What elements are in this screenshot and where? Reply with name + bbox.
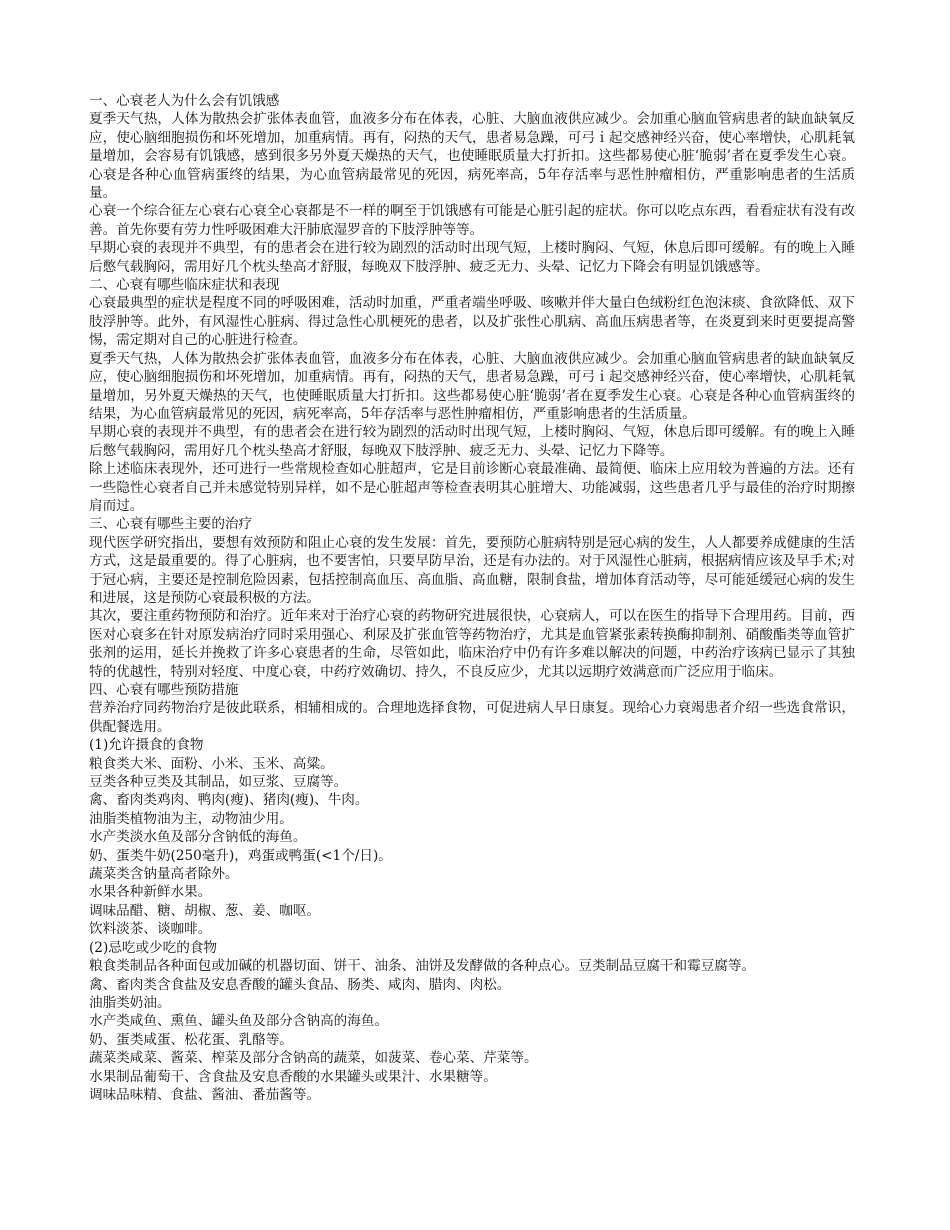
heading-prevention: 四、心衰有哪些预防措施	[89, 682, 239, 698]
paragraph: 营养治疗同药物治疗是彼此联系，相辅相成的。合理地选择食物，可促进病人早日康复。现给心力衰竭患者介绍一些选食常识，供配餐选用。	[89, 700, 855, 735]
list-item: 水产类咸鱼、熏鱼、罐头鱼及部分含钠高的海鱼。	[89, 1013, 389, 1030]
list-item: 蔬菜类含钠量高者除外。	[89, 866, 239, 883]
subheading-avoid-foods: (2)忌吃或少吃的食物	[89, 939, 218, 956]
list-item: 饮料淡茶、谈咖啡。	[89, 921, 212, 938]
paragraph: 早期心衰的表现并不典型，有的患者会在进行较为剧烈的活动时出现气短，上楼时胸闷、气短，休息后即可缓解。有的晚上入睡后憋气载胸闷，需用好几个枕头垫高才舒服，每晚双下肢浮肿、疲乏无力、头晕、记忆力下降会有明显饥饿感等。	[89, 240, 855, 275]
heading-symptoms: 二、心衰有哪些临床症状和表现	[89, 277, 280, 294]
list-item: 豆类各种豆类及其制品，如豆浆、豆腐等。	[89, 774, 348, 791]
list-item: 奶、蛋类咸蛋、松花蛋、乳酪等。	[89, 1031, 293, 1048]
paragraph: 心衰一个综合征左心衰右心衰全心衰都是不一样的啊至于饥饿感有可能是心脏引起的症状。你可以吃点东西，看看症状有没有改善。首先你要有劳力性呼吸困难大汗肺底湿罗音的下肢浮肿等等。	[89, 203, 855, 238]
heading-treatment: 三、心衰有哪些主要的治疗	[89, 516, 253, 533]
list-item: 禽、畜肉类鸡肉、鸭肉(瘦)、猪肉(瘦)、牛肉。	[89, 792, 369, 809]
subheading-allowed-foods: (1)允许摄食的食物	[89, 737, 204, 754]
paragraph: 现代医学研究指出，要想有效预防和阻止心衰的发生发展：首先，要预防心脏病特别是冠心病的发生，人人都要养成健康的生活方式，这是最重要的。得了心脏病，也不要害怕，只要早防早治，还是有办法的。对于风湿性心脏病，根据病情应该及早手术;对于冠心病，主要还是控制危险因素，包括控制高血压、高血脂、高血糖，限制食盐，增加体育活动等，尽可能延缓冠心病的发生和进展，这是预防心衰最积极的方法。	[89, 534, 855, 606]
list-item: 水果制品葡萄干、含食盐及安息香酸的水果罐头或果汁、水果糖等。	[89, 1068, 497, 1085]
list-item: 调味品味精、食盐、酱油、番茄酱等。	[89, 1086, 321, 1103]
paragraph: 心衰最典型的症状是程度不同的呼吸困难，活动时加重，严重者端坐呼吸、咳嗽并伴大量白色绒粉红色泡沫痰、食欲降低、双下肢浮肿等。此外，有风湿性心脏病、得过急性心肌梗死的患者，以及扩张性心肌病、高血压病患者等，在炎夏到来时更要提高警惕，需定期对自己的心脏进行检查。	[89, 295, 855, 349]
document-body	[89, 92, 855, 1104]
list-item: 调味品醋、糖、胡椒、葱、姜、咖呕。	[89, 902, 321, 919]
paragraph: 其次，要注重药物预防和治疗。近年来对于治疗心衰的药物研究进展很快，心衰病人，可以在医生的指导下合理用药。目前，西医对心衰多在针对原发病治疗同时采用强心、利尿及扩张血管等药物治疗，尤其是血管紧张素转换酶抑制剂、硝酸酯类等血管扩张剂的运用，延长并挽救了许多心衰患者的生命，尽管如此，临床治疗中仍有许多难以解决的问题，中药治疗该病已显示了其独特的优越性，特别对轻度、中度心衰，中药疗效确切、持久，不良反应少，尤其以远期疗效满意而广泛应用于临床。	[89, 608, 855, 680]
paragraph: 夏季天气热，人体为散热会扩张体表血管，血液多分布在体表，心脏、大脑血液供应减少。会加重心脑血管病患者的缺血缺氧反应，使心脑细胞损伤和坏死增加，加重病情。再有，闷热的天气，患者易急躁，可弓ｉ起交感神经兴奋，使心率增快，心肌耗氧量增加，会容易有饥饿感，感到很多另外夏天燥热的天气，也使睡眠质量大打折扣。这些都易使心脏‘脆弱’者在夏季发生心衰。心衰是各种心血管病蛋终的结果，为心血管病最常见的死因，病死率高，5年存活率与恶性肿瘤相仿，严重影响患者的生活质量。	[89, 111, 855, 202]
list-item: 奶、蛋类牛奶(250毫升)，鸡蛋或鸭蛋(<1个/日)。	[89, 847, 392, 864]
list-item: 油脂类奶油。	[89, 994, 171, 1011]
list-item: 水产类淡水鱼及部分含钠低的海鱼。	[89, 829, 307, 846]
list-item: 油脂类植物油为主，动物油少用。	[89, 810, 293, 827]
list-item: 粮食类制品各种面包或加碱的机器切面、饼干、油条、油饼及发酵做的各种点心。豆类制品豆腐干和霉豆腐等。	[89, 958, 756, 975]
list-item: 粮食类大米、面粉、小米、玉米、高粱。	[89, 755, 334, 772]
paragraph: 除上述临床表现外，还可进行一些常规检查如心脏超声，它是目前诊断心衰最准确、最简便、临床上应用较为普遍的方法。还有一些隐性心衰者自己并未感觉特别异样，如不是心脏超声等检查表明其心脏增大、功能减弱，这些患者几乎与最佳的治疗时期擦肩而过。	[89, 461, 855, 514]
heading-hunger: 一、心衰老人为什么会有饥饿感	[89, 93, 280, 109]
paragraph: 早期心衰的表现并不典型，有的患者会在进行较为剧烈的活动时出现气短，上楼时胸闷、气短，休息后即可缓解。有的晚上入睡后憋气载胸闷，需用好几个枕头垫高才舒服，每晚双下肢浮肿、疲乏无力、头晕、记忆力下降等。	[89, 424, 855, 459]
paragraph: 夏季天气热，人体为散热会扩张体表血管，血液多分布在体表，心脏、大脑血液供应减少。会加重心脑血管病患者的缺血缺氧反应，使心脑细胞损伤和坏死增加，加重病情。再有，闷热的天气，患者易急躁，可弓ｉ起交感神经兴奋，使心率增快，心肌耗氧量增加，另外夏天燥热的天气，也使睡眠质量大打折扣。这些都易使心脏‘脆弱’者在夏季发生心衰。心衰是各种心血管病蛋终的结果，为心血管病最常见的死因，病死率高，5年存活率与恶性肿瘤相仿，严重影响患者的生活质量。	[89, 350, 855, 422]
list-item: 禽、畜肉类含食盐及安息香酸的罐头食品、肠类、咸肉、腊肉、肉松。	[89, 976, 511, 993]
list-item: 水果各种新鲜水果。	[89, 884, 212, 901]
list-item: 蔬菜类咸菜、酱菜、榨菜及部分含钠高的蔬菜，如菠菜、卷心菜、芹菜等。	[89, 1050, 538, 1067]
